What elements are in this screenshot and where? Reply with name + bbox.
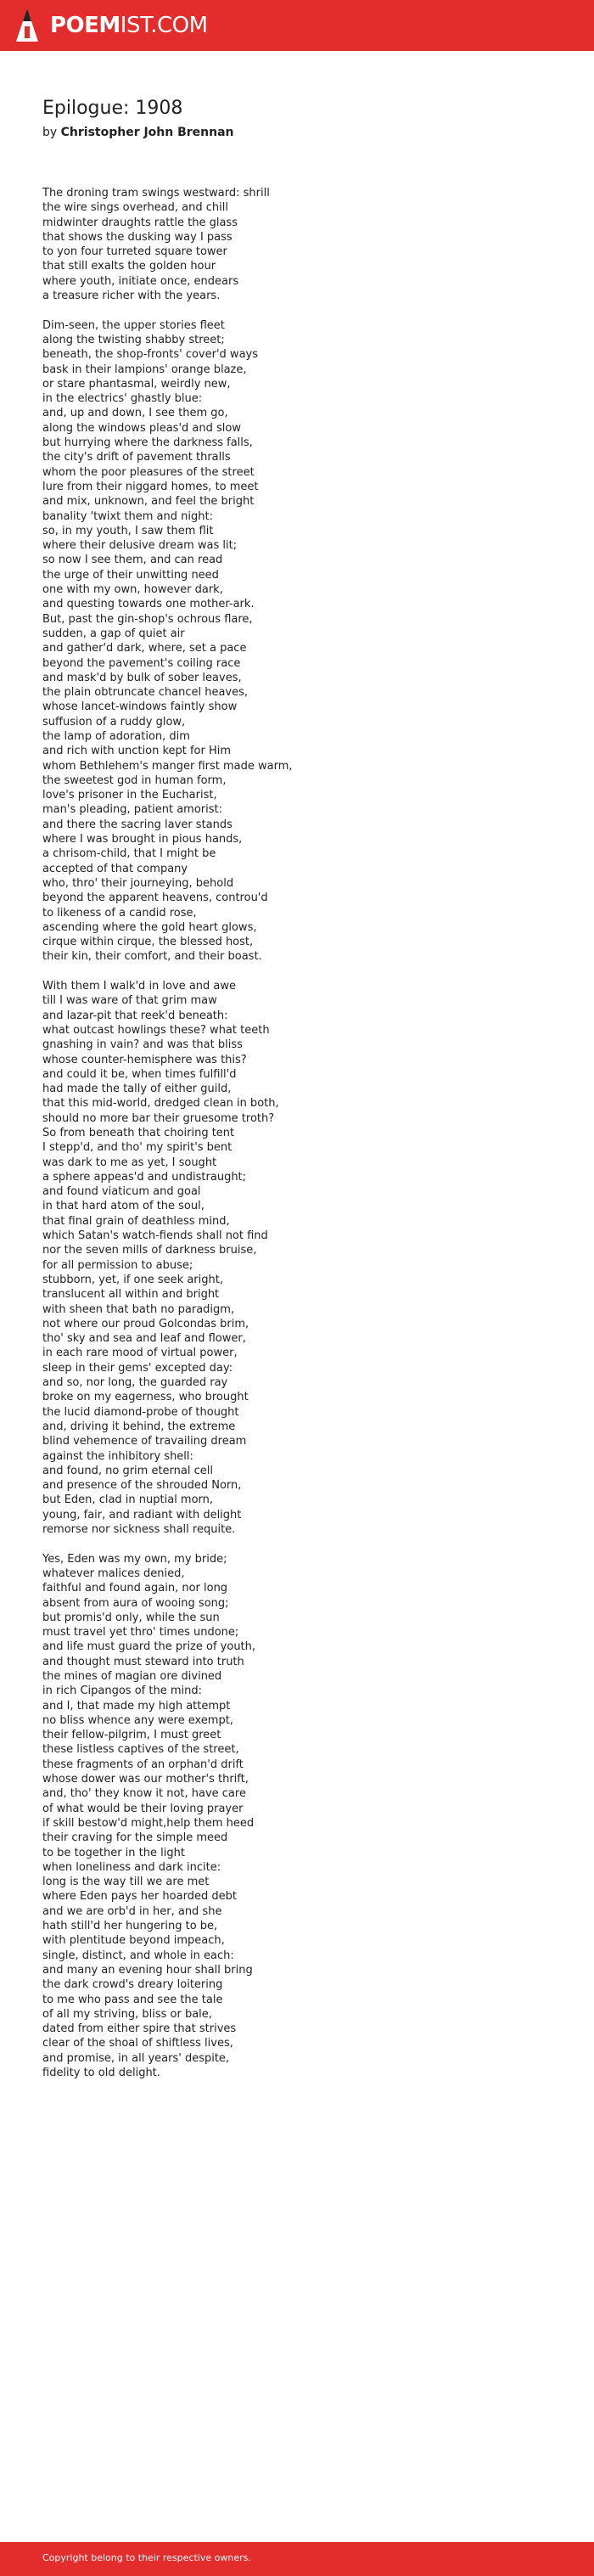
poem-line: cirque within cirque, the blessed host, (42, 936, 254, 949)
poem-line: these fragments of an orphan'd drift (42, 1758, 244, 1771)
poem-title: Epilogue: 1908 (42, 98, 183, 119)
poem-line: along the twisting shabby street; (42, 333, 225, 346)
poem-line: clear of the shoal of shiftless lives, (42, 2037, 233, 2050)
poem-line: fidelity to old delight. (42, 2067, 160, 2079)
poem-line: along the windows pleas'd and slow (42, 421, 241, 435)
poem-line: sleep in their gems' excepted day: (42, 1361, 233, 1375)
poem-line: man's pleading, patient amorist: (42, 803, 222, 817)
poem-line: who, thro' their journeying, behold (42, 876, 234, 890)
site-header (0, 0, 594, 51)
poem-line: With them I walk'd in love and awe (42, 980, 237, 993)
author-name[interactable]: Christopher John Brennan (60, 126, 234, 139)
poem-line: where youth, initiate once, endears (42, 274, 239, 288)
poem-line: and, up and down, I see them go, (42, 407, 228, 420)
poem-line: that this mid-world, dredged clean in both, (42, 1097, 279, 1111)
poem-line: love's prisoner in the Eucharist, (42, 789, 217, 802)
poem-line: of all my striving, bliss or bale, (42, 2007, 212, 2021)
poem-line: whom the poor pleasures of the street (42, 465, 255, 479)
poem-line: so now I see them, and can read (42, 554, 223, 567)
poem-line: and questing towards one mother-ark. (42, 598, 255, 611)
poem-line: blind vehemence of travailing dream (42, 1435, 247, 1448)
poem-line: So from beneath that choiring tent (42, 1127, 235, 1139)
poem-line: if skill bestow'd might,help them heed (42, 1816, 255, 1830)
poem-line: midwinter draughts rattle the glass (42, 216, 238, 229)
poem-line: the lucid diamond-probe of thought (42, 1405, 239, 1419)
poem-line: in the electrics' ghastly blue: (42, 392, 203, 406)
poem-line: gnashing in vain? and was that bliss (42, 1038, 243, 1052)
poem-line: whose lancet-windows faintly show (42, 700, 238, 714)
poem-line: with sheen that bath no paradigm, (42, 1302, 235, 1316)
poem-line: and found, no grim eternal cell (42, 1464, 213, 1477)
poem-line: Yes, Eden was my own, my bride; (42, 1552, 227, 1566)
poem-line: the sweetest god in human form, (42, 773, 227, 787)
poem-line: and I, that made my high attempt (42, 1699, 231, 1713)
poem-line: no bliss whence any were exempt, (42, 1713, 233, 1727)
poem-line: in each rare mood of virtual power, (42, 1347, 238, 1360)
poem-line: whatever malices denied, (42, 1566, 185, 1580)
poem-line: till I was ware of that grim maw (42, 994, 217, 1008)
poem-line: that still exalts the golden hour (42, 260, 216, 273)
poem-line: not where our proud Golcondas brim, (42, 1317, 249, 1330)
poem-line: and we are orb'd in her, and she (42, 1904, 222, 1918)
poem-line: tho' sky and sea and leaf and flower, (42, 1332, 246, 1346)
poem-line: translucent all within and bright (42, 1288, 220, 1302)
poem-line: so, in my youth, I saw them flit (42, 524, 214, 537)
poem-line: and life must guard the prize of youth, (42, 1640, 256, 1654)
poem-line: to yon four turreted square tower (42, 245, 227, 259)
poem-line: one with my own, however dark, (42, 583, 223, 597)
poem-line: a chrisom-child, that I might be (42, 847, 216, 861)
poem-line: where Eden pays her hoarded debt (42, 1890, 237, 1904)
poem-line: to me who pass and see the tale (42, 1993, 223, 2006)
logo-bold-text: POEM (50, 13, 120, 38)
poem-line: and found viaticum and goal (42, 1185, 201, 1199)
poem-line: bask in their lampions' orange blaze, (42, 363, 247, 376)
poem-line: to be together in the light (42, 1846, 185, 1859)
byline (42, 125, 234, 140)
poem-line: and promise, in all years' despite, (42, 2051, 230, 2065)
poem-line: must travel yet thro' times undone; (42, 1626, 239, 1640)
site-logo[interactable] (50, 13, 208, 38)
by-label: by (42, 126, 58, 139)
poem-line: the dark crowd's dreary loitering (42, 1978, 223, 1992)
poem-line: was dark to me as yet, I sought (42, 1156, 217, 1169)
poem-line: or stare phantasmal, weirdly new, (42, 377, 231, 391)
poem-line: which Satan's watch-fiends shall not find (42, 1229, 268, 1243)
poem-line: their fellow-pilgrim, I must greet (42, 1729, 221, 1742)
poem-line: of what would be their loving prayer (42, 1802, 244, 1815)
poem-line: and thought must steward into truth (42, 1655, 244, 1668)
poem-line: in rich Cipangos of the mind: (42, 1685, 202, 1698)
poem-line: that final grain of deathless mind, (42, 1214, 230, 1228)
stanza (42, 1552, 552, 2081)
poem-line: the lamp of adoration, dim (42, 729, 190, 743)
poem-line: and so, nor long, the guarded ray (42, 1376, 228, 1390)
stanza-gap (42, 965, 552, 979)
poem-line: But, past the gin-shop's ochrous flare, (42, 612, 253, 626)
stanza-gap (42, 1537, 552, 1551)
poem-line: and there the sacring laver stands (42, 818, 233, 831)
poem-line: and many an evening hour shall bring (42, 1963, 253, 1977)
poem-line: single, distinct, and whole in each: (42, 1949, 234, 1962)
poem-line: but hurrying where the darkness falls, (42, 436, 253, 450)
poem-line: where I was brought in pious hands, (42, 833, 243, 846)
poem-line: and, tho' they know it not, have care (42, 1787, 246, 1801)
poem-line: where their delusive dream was lit; (42, 539, 238, 553)
poem-line: whose dower was our mother's thrift, (42, 1773, 249, 1786)
poem-line: young, fair, and radiant with delight (42, 1508, 242, 1521)
poem-line: the plain obtruncate chancel heaves, (42, 686, 249, 700)
poem-line: whose counter-hemisphere was this? (42, 1053, 247, 1066)
poem-line: against the inhibitory shell: (42, 1449, 193, 1463)
poem-line: and lazar-pit that reek'd beneath: (42, 1009, 228, 1022)
poem-line: the wire sings overhead, and chill (42, 201, 228, 215)
poem-line: faithful and found again, nor long (42, 1582, 228, 1595)
poem-line: and mask'd by bulk of sober leaves, (42, 671, 242, 684)
poem-line: beneath, the shop-fronts' cover'd ways (42, 348, 258, 362)
poem-line: a treasure richer with the years. (42, 290, 221, 303)
stanza (42, 979, 552, 1537)
logo-light-text: IST.COM (120, 13, 208, 38)
stanza (42, 186, 552, 303)
poem-line: lure from their niggard homes, to meet (42, 480, 259, 493)
poem-line: the mines of magian ore divined (42, 1669, 222, 1683)
poem-line: and presence of the shrouded Norn, (42, 1479, 242, 1493)
poem-line: and rich with unction kept for Him (42, 745, 232, 758)
poem-line: a sphere appeas'd and undistraught; (42, 1170, 247, 1184)
poem-line: beyond the pavement's coiling race (42, 656, 241, 670)
poem-line: broke on my eagerness, who brought (42, 1391, 249, 1404)
poem-line: stubborn, yet, if one seek aright, (42, 1273, 223, 1286)
poem-line: ascending where the gold heart glows, (42, 920, 257, 934)
copyright-text: Copyright belong to their respective owners. (42, 2552, 251, 2563)
poem-line: long is the way till we are met (42, 1876, 210, 1889)
poem-line: when loneliness and dark incite: (42, 1860, 221, 1874)
poem-line: and gather'd dark, where, set a pace (42, 642, 247, 655)
poem-line: these listless captives of the street, (42, 1743, 239, 1757)
poem-line: and could it be, when times fulfill'd (42, 1067, 237, 1081)
poem-line: remorse nor sickness shall requite. (42, 1523, 236, 1537)
poem-line: Dim-seen, the upper stories fleet (42, 318, 225, 332)
poem-line: with plentitude beyond impeach, (42, 1934, 225, 1948)
poem-line: accepted of that company (42, 862, 188, 875)
poem-line: beyond the apparent heavens, controu'd (42, 891, 268, 905)
poem-line: and mix, unknown, and feel the bright (42, 495, 255, 509)
poem-line: but promis'd only, while the sun (42, 1611, 220, 1624)
poem-line: should no more bar their gruesome troth? (42, 1111, 275, 1125)
poem-line: I stepp'd, and tho' my spirit's bent (42, 1141, 233, 1155)
poem-line: but Eden, clad in nuptial morn, (42, 1493, 214, 1507)
poem-body (42, 186, 552, 2080)
poem-line: whom Bethlehem's manger first made warm, (42, 759, 293, 773)
poem-line: nor the seven mills of darkness bruise, (42, 1244, 257, 1257)
poem-line: the city's drift of pavement thralls (42, 451, 231, 464)
stanza-gap (42, 303, 552, 318)
site-footer (0, 2542, 594, 2576)
poem-line: their kin, their comfort, and their boast. (42, 950, 262, 964)
poem-line: dated from either spire that strives (42, 2022, 237, 2036)
poem-line: what outcast howlings these? what teeth (42, 1023, 270, 1037)
poem-line: the urge of their unwitting need (42, 568, 219, 582)
poem-line: The droning tram swings westward: shrill (42, 187, 270, 200)
poem-line: to likeness of a candid rose, (42, 906, 197, 920)
pencil-icon[interactable] (15, 8, 39, 43)
poem-line: absent from aura of wooing song; (42, 1596, 229, 1610)
poem-line: that shows the dusking way I pass (42, 230, 233, 244)
poem-line: in that hard atom of the soul, (42, 1200, 205, 1213)
poem-line: banality 'twixt them and night: (42, 509, 213, 523)
poem-line: had made the tally of either guild, (42, 1083, 232, 1096)
poem-line: for all permission to abuse; (42, 1258, 193, 1272)
poem-line: hath still'd her hungering to be, (42, 1920, 218, 1933)
stanza (42, 318, 552, 965)
poem-line: suffusion of a ruddy glow, (42, 715, 186, 728)
poem-line: and, driving it behind, the extreme (42, 1420, 236, 1433)
poem-line: their craving for the simple meed (42, 1831, 228, 1845)
poem-line: sudden, a gap of quiet air (42, 627, 185, 640)
